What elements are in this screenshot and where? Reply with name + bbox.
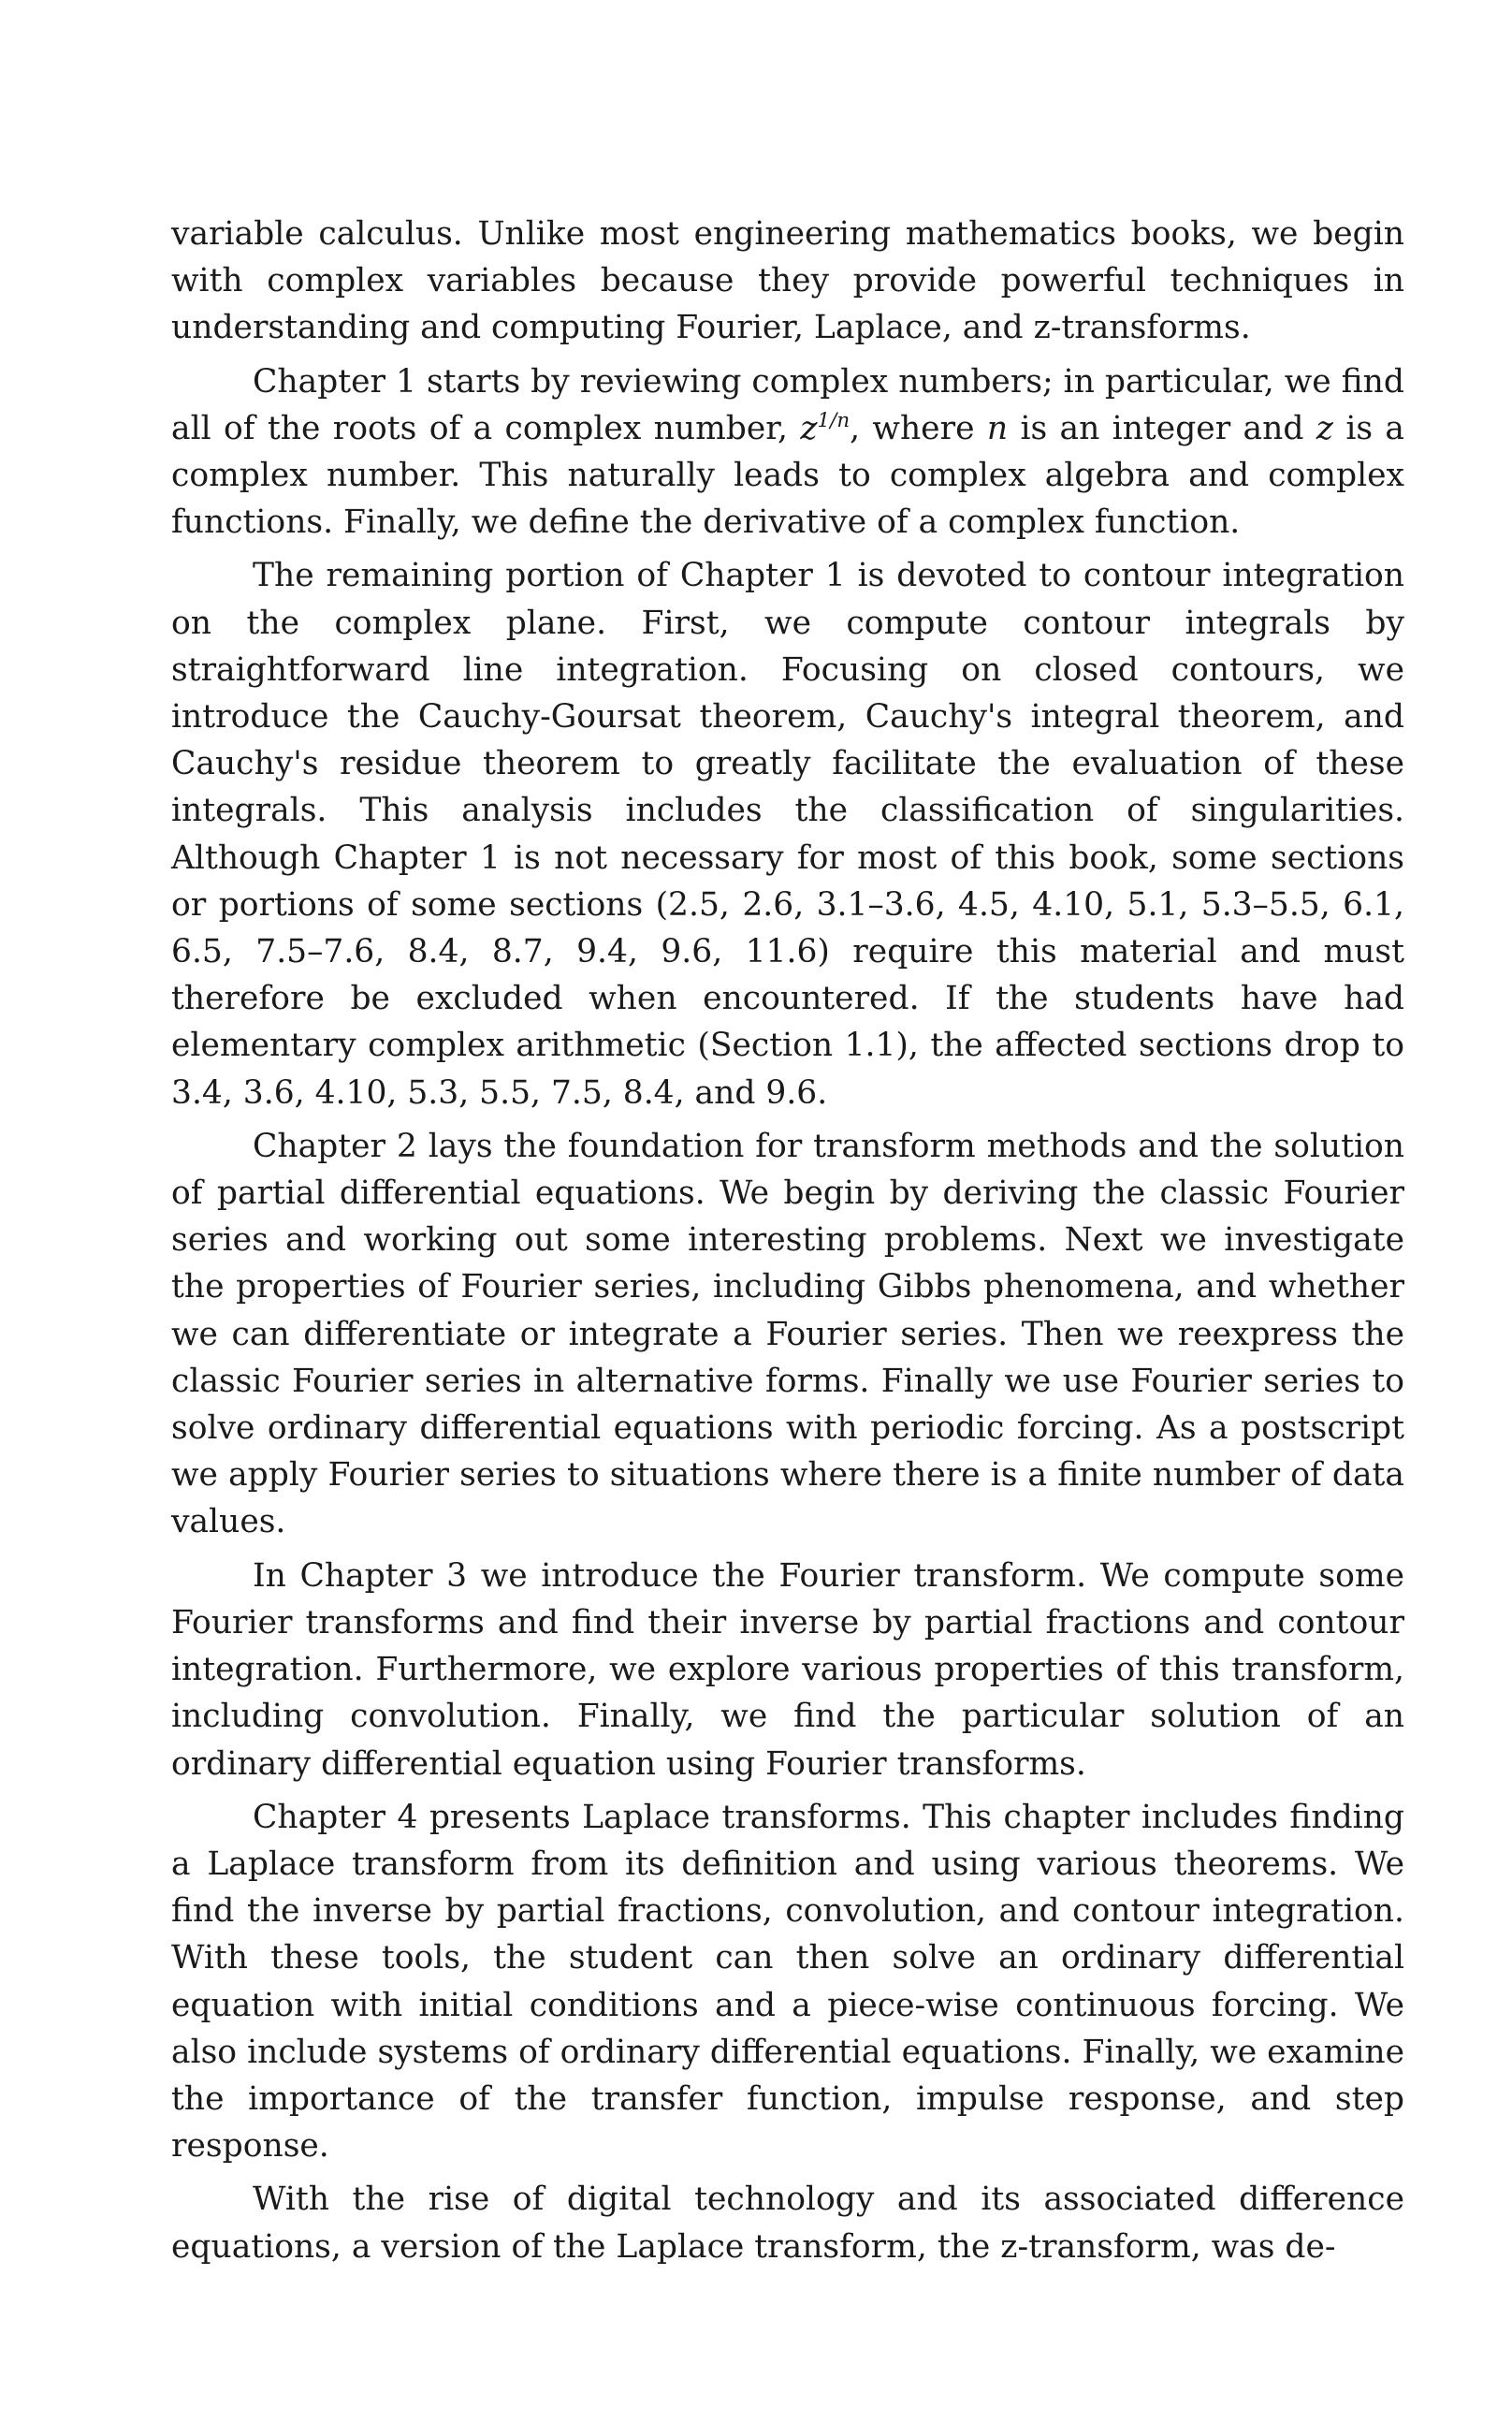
paragraph-chapter-3: In Chapter 3 we introduce the Fourier transform. We compute some Fourier transforms and find their inverse by partial fractions and contour integration. Furthermore, we explore various properties of this transform, including convolution. Finally, we find the particular solution of an ordinary differential equation using Fourier transforms. xyxy=(171,1556,1404,1783)
paragraph-contour-integration: The remaining portion of Chapter 1 is devoted to contour integration on the complex plane. First, we compute contour integrals by straightforward line integration. Focusing on closed contours, we introduce the Cauchy-Goursat theorem, Cauchy's integral theorem, and Cauchy's residue theorem to greatly facilitate the evaluation of these integrals. This analysis includes the classification of singularities. Although Chapter 1 is not necessary for most of this book, some sections or portions of some sections (2.5, 2.6, 3.1–3.6, 4.5, 4.10, 5.1, 5.3–5.5, 6.1, 6.5, 7.5–7.6, 8.4, 8.7, 9.4, 9.6, 11.6) require this material and must therefore be excluded when encountered. If the students have had elementary complex arithmetic (Section 1.1), the affected sections drop to 3.4, 3.6, 4.10, 5.3, 5.5, 7.5, 8.4, and 9.6. xyxy=(171,557,1404,1112)
paragraph-intro-continuation: variable calculus. Unlike most engineering mathematics books, we begin with complex variables because they provide powerful techniques in understanding and computing Fourier, Laplace, and z-transforms. xyxy=(171,215,1404,347)
paragraph-z-transform: With the rise of digital technology and its associated difference equations, a version of the Laplace transform, the z-transform, was de- xyxy=(171,2181,1404,2266)
paragraph-chapter-4: Chapter 4 presents Laplace transforms. This chapter includes finding a Laplace transform from its definition and using various theorems. We find the inverse by partial fractions, convolution, and contour integration. With these tools, the student can then solve an ordinary differential equation with initial conditions and a piece-wise continuous forcing. We also include systems of ordinary differential equations. Finally, we examine the importance of the transfer function, impulse response, and step response. xyxy=(171,1798,1404,2166)
math-z: z xyxy=(800,409,818,447)
paragraph-chapter-2: Chapter 2 lays the foundation for transform methods and the solution of partial differential equations. We begin by deriving the classic Fourier series and working out some interesting problems. Next we investigate the properties of Fourier series, including Gibbs phenomena, and whether we can differentiate or integrate a Fourier series. Then we reexpress the classic Fourier series in alternative forms. Finally we use Fourier series to solve ordinary differential equations with periodic forcing. As a postscript we apply Fourier series to situations where there is a finite number of data values. xyxy=(171,1127,1404,1541)
math-n: n xyxy=(986,409,1009,447)
paragraph-chapter-1-overview: Chapter 1 starts by reviewing complex numbers; in particular, we find all of the roots of a complex number, $z^{1/n}$, where n is an integer and z is a complex number. This naturally leads to complex algebra and complex functions. Finally, we define the derivative of a complex function. xyxy=(171,362,1404,542)
math-exponent-1-over-n: 1/n xyxy=(817,408,850,432)
math-z: z xyxy=(1316,409,1333,447)
page-body xyxy=(171,211,1404,2277)
